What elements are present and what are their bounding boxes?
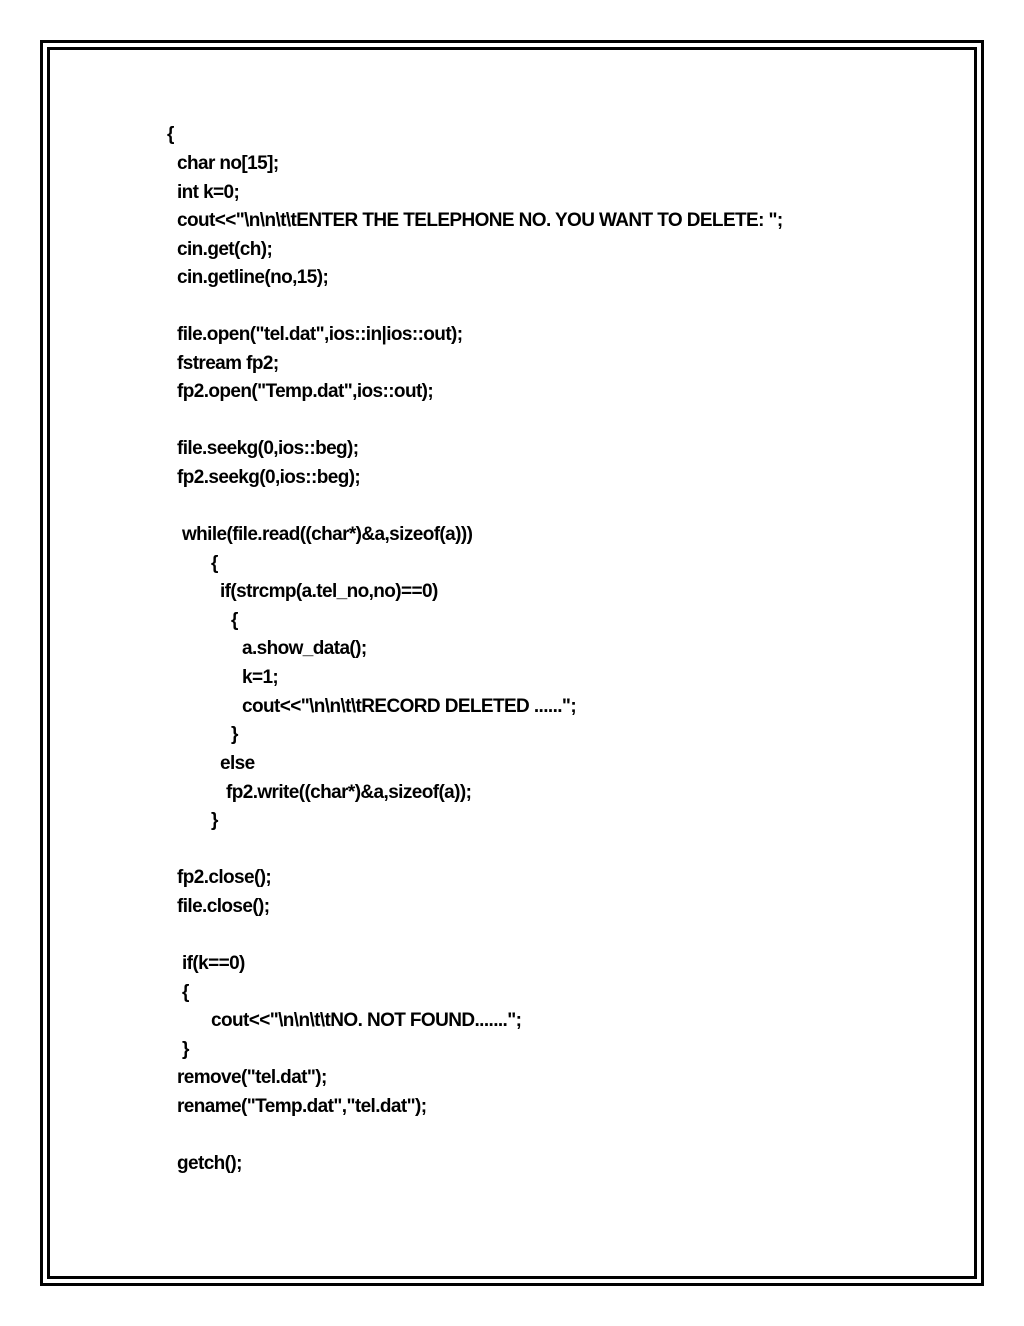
code-line: else bbox=[220, 753, 255, 774]
code-line: if(k==0) bbox=[182, 953, 245, 974]
code-line: } bbox=[211, 810, 218, 831]
code-line: cout<<"\n\n\t\tNO. NOT FOUND......."; bbox=[211, 1010, 522, 1031]
code-line: remove("tel.dat"); bbox=[177, 1067, 327, 1088]
code-line: cout<<"\n\n\t\tRECORD DELETED ......"; bbox=[242, 696, 577, 717]
code-line: fp2.seekg(0,ios::beg); bbox=[177, 467, 361, 488]
code-line: if(strcmp(a.tel_no,no)==0) bbox=[220, 581, 438, 602]
code-line: rename("Temp.dat","tel.dat"); bbox=[177, 1096, 427, 1117]
code-line: while(file.read((char*)&a,sizeof(a))) bbox=[182, 524, 473, 545]
code-line: a.show_data(); bbox=[242, 638, 367, 659]
code-line: fp2.close(); bbox=[177, 867, 272, 888]
code-line: fstream fp2; bbox=[177, 353, 279, 374]
code-line: } bbox=[182, 1039, 189, 1060]
code-line: k=1; bbox=[242, 667, 279, 688]
code-line: cout<<"\n\n\t\tENTER THE TELEPHONE NO. YOU WANT TO DELETE: "; bbox=[177, 210, 783, 231]
code-line: file.seekg(0,ios::beg); bbox=[177, 438, 359, 459]
code-line: { bbox=[231, 610, 238, 631]
code-line: file.open("tel.dat",ios::in|ios::out); bbox=[177, 324, 463, 345]
code-line: cin.get(ch); bbox=[177, 239, 273, 260]
code-line: int k=0; bbox=[177, 182, 240, 203]
code-line: } bbox=[231, 724, 238, 745]
code-line: fp2.write((char*)&a,sizeof(a)); bbox=[226, 782, 472, 803]
code-line: char no[15]; bbox=[177, 153, 279, 174]
code-line: fp2.open("Temp.dat",ios::out); bbox=[177, 381, 434, 402]
code-line: cin.getline(no,15); bbox=[177, 267, 329, 288]
code-line: file.close(); bbox=[177, 896, 270, 917]
code-line: { bbox=[167, 124, 174, 145]
code-line: { bbox=[211, 553, 218, 574]
code-line: { bbox=[182, 982, 189, 1003]
code-line: getch(); bbox=[177, 1153, 242, 1174]
